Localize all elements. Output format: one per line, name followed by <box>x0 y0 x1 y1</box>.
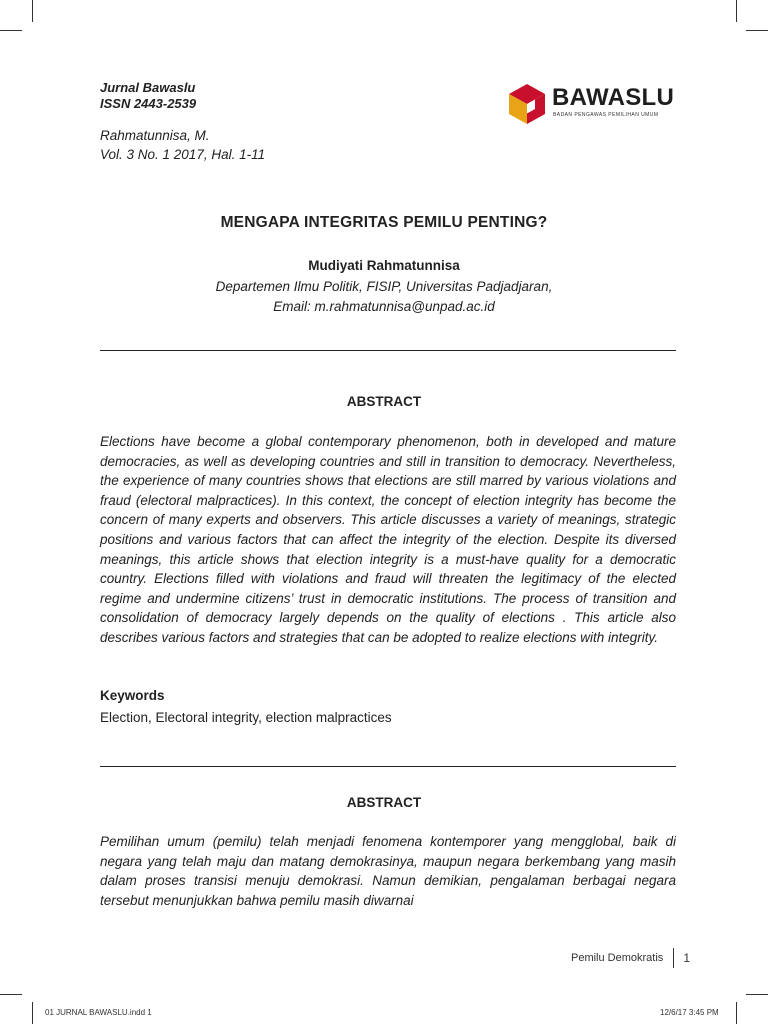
article-title: MENGAPA INTEGRITAS PEMILU PENTING? <box>220 214 548 231</box>
abstract-heading: ABSTRACT <box>346 394 422 409</box>
crop-mark <box>0 30 22 31</box>
page-footer <box>571 948 690 968</box>
abstrak-text: Pemilihan umum (pemilu) telah menjadi fenomena kontemporer yang mengglobal, baik di negara yang telah maju dan matang demokrasinya, maupun negara berkembang yang masih dalam proses transisi menuju demokrasi. Namun demikian, pengalaman berbagai negara tersebut menunjukkan bahwa pemilu masih diwarnai <box>100 834 676 908</box>
journal-info <box>100 80 196 112</box>
keywords-label: Keywords <box>100 688 165 703</box>
crop-mark <box>746 30 768 31</box>
print-slug-datetime: 12/6/17 3:45 PM <box>660 1008 719 1017</box>
citation-info <box>100 126 265 164</box>
divider-rule <box>100 350 676 351</box>
logo-subtitle: BADAN PENGAWAS PEMILIHAN UMUM <box>553 112 659 118</box>
footer-section: Pemilu Demokratis <box>571 952 664 964</box>
logo-name: BAWASLU <box>552 84 675 111</box>
print-slug-file: 01 JURNAL BAWASLU.indd 1 <box>45 1008 152 1017</box>
crop-mark <box>32 1002 33 1024</box>
bawaslu-logo <box>505 82 680 126</box>
divider-rule <box>100 766 676 767</box>
journal-issn: ISSN 2443-2539 <box>100 96 197 111</box>
footer-separator <box>673 948 674 968</box>
page-number: 1 <box>683 951 690 965</box>
crop-mark <box>736 0 737 22</box>
journal-name: Jurnal Bawaslu <box>100 80 196 95</box>
author-email: Email: m.rahmatunnisa@unpad.ac.id <box>273 299 495 314</box>
crop-mark <box>32 0 33 22</box>
citation-author: Rahmatunnisa, M. <box>100 128 210 143</box>
author-affiliation <box>0 277 768 317</box>
bawaslu-emblem-icon <box>505 82 549 126</box>
affiliation-line: Departemen Ilmu Politik, FISIP, Universitas Padjadjaran, <box>215 279 553 294</box>
article-author: Mudiyati Rahmatunnisa <box>308 258 460 273</box>
crop-mark <box>0 994 22 995</box>
crop-mark <box>736 1002 737 1024</box>
abstract-text: Elections have become a global contemporary phenomenon, both in developed and mature democracies, as well as developing countries and still in transition to democracy. Nevertheless, the experience of many countries shows that elections are still marred by various violations and fraud (electoral malpractices). In this context, the concept of election integrity has become the concern of many experts and observers. This article discusses a variety of meanings, strategic positions and various factors that can affect the integrity of the election. Despite its diversed meanings, this article shows that election integrity is a must-have quality for a democratic country. Elections filled with violations and fraud will threaten the legitimacy of the elected regime and undermine citizens’ trust in democratic institutions. The process of transition and consolidation of democracy largely depends on the quality of elections . This article also describes various factors and strategies that can be adopted to realize elections with integrity. <box>100 434 676 645</box>
abstrak-heading: ABSTRACT <box>346 795 422 810</box>
citation-volume: Vol. 3 No. 1 2017, Hal. 1-11 <box>100 147 266 162</box>
keywords-text: Election, Electoral integrity, election malpractices <box>100 710 392 725</box>
crop-mark <box>746 994 768 995</box>
